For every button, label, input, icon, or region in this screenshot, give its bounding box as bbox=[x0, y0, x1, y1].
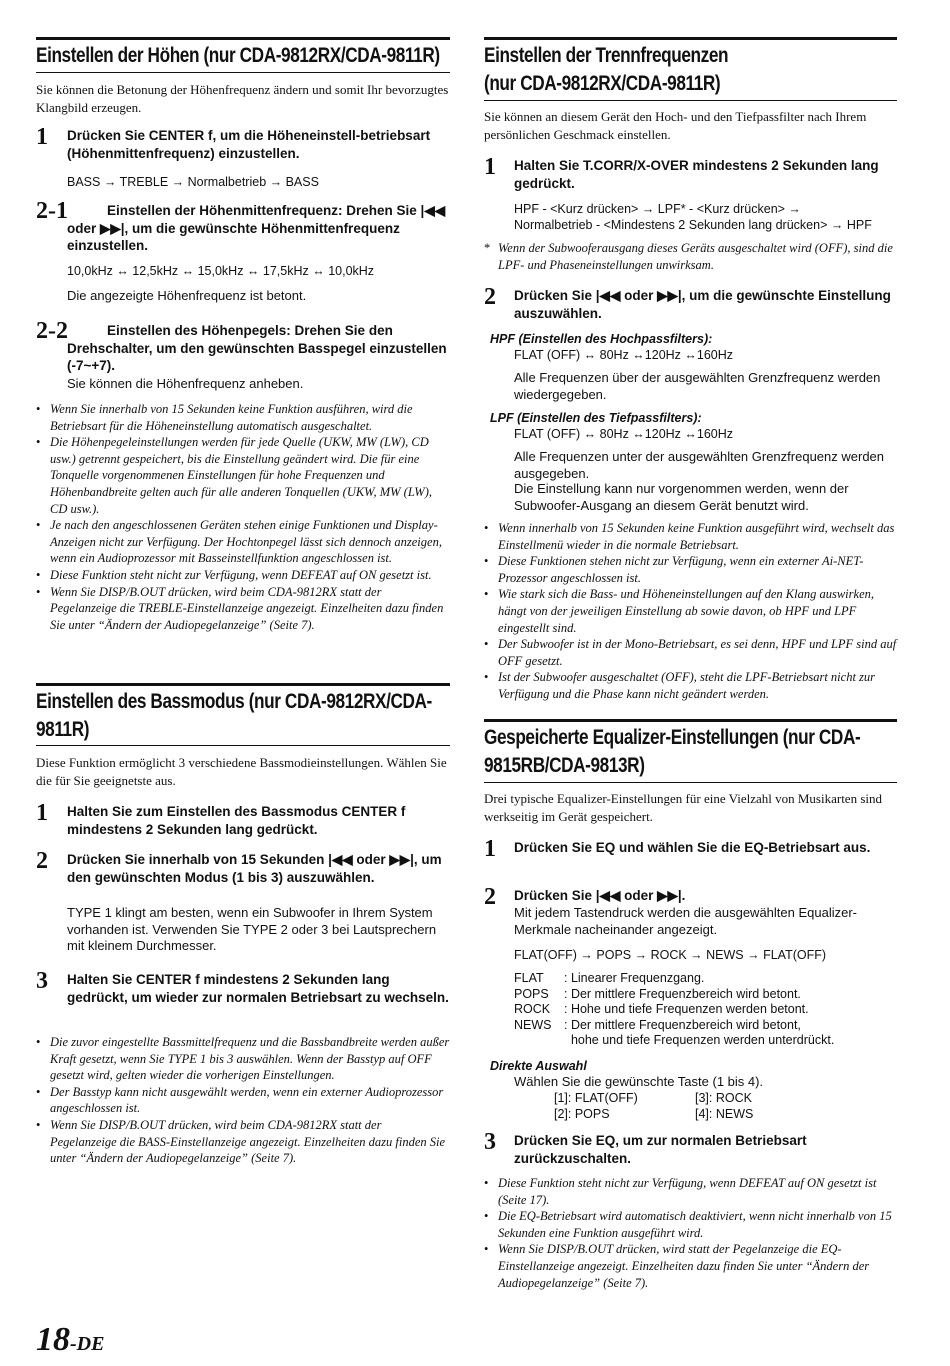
step bbox=[36, 848, 450, 886]
step-text: Drücken Sie |◀◀ oder ▶▶|. bbox=[514, 888, 686, 903]
step-text: Einstellen des Höhenpegels: Drehen Sie den Drehschalter, um den gewünschten Basspegel einzustellen (-7~+7). bbox=[67, 323, 447, 373]
direct-keys bbox=[484, 1090, 897, 1122]
section-title: Einstellen der Trennfrequenzen bbox=[484, 44, 729, 67]
eq-row bbox=[514, 1002, 897, 1018]
page-number-suffix: -DE bbox=[70, 1333, 105, 1355]
section-title-line2: 9815RB/CDA-9813R) bbox=[484, 754, 645, 777]
body-text: Die Einstellung kann nur vorgenommen werden, wenn der Subwoofer-Ausgang an diesem Gerät benutzt wird. bbox=[514, 481, 849, 513]
sequence: FLAT (OFF) ↔ 80Hz ↔120Hz ↔160Hz bbox=[514, 348, 734, 362]
notes-list bbox=[36, 1034, 450, 1167]
step-text: Halten Sie CENTER f mindestens 2 Sekunden lang gedrückt, um wieder zur normalen Betriebsart zu wechseln. bbox=[67, 972, 449, 1005]
sequence: FLAT (OFF) ↔ 80Hz ↔120Hz ↔160Hz bbox=[514, 427, 734, 441]
step bbox=[484, 284, 897, 322]
direct-row bbox=[554, 1090, 897, 1106]
step bbox=[484, 1129, 897, 1167]
step-number: 2-2 bbox=[36, 318, 68, 344]
page-number-value: 18 bbox=[36, 1321, 70, 1358]
step-text: Halten Sie zum Einstellen des Bassmodus CENTER f mindestens 2 Sekunden lang gedrückt. bbox=[67, 804, 406, 837]
eq-row bbox=[514, 971, 897, 987]
step-body: TYPE 1 klingt am besten, wenn ein Subwoofer in Ihrem System vorhanden ist. Verwenden Sie TYPE 2 oder 3 bei Lautsprechern mit kleinem Durchmesser. bbox=[67, 905, 437, 953]
note-item: • Wenn Sie DISP/B.OUT drücken, wird beim CDA-9812RX statt der Pegelanzeige die TREBLE-Einstellanzeige angezeigt. Einzelheiten dazu finden Sie unter “Ändern der Audiopegelanzeige” (Seite 7). bbox=[36, 584, 450, 634]
sequence: HPF - <Kurz drücken> → LPF* - <Kurz drücken> → bbox=[514, 202, 801, 216]
sequence: BASS → TREBLE → Normalbetrieb → BASS bbox=[67, 175, 319, 189]
note-item: • Wenn innerhalb von 15 Sekunden keine Funktion ausgeführt wird, wechselt das Einstellmenü wieder in die normale Betriebsart. bbox=[484, 520, 897, 553]
step-number: 3 bbox=[484, 1129, 496, 1155]
step-text: Drücken Sie |◀◀ oder ▶▶|, um die gewünschte Einstellung auszuwählen. bbox=[514, 288, 891, 321]
step-number: 1 bbox=[484, 154, 496, 180]
notes-list bbox=[36, 401, 450, 633]
step bbox=[484, 836, 897, 862]
note-item: • Diese Funktionen stehen nicht zur Verfügung, wenn ein externer Ai-NET-Prozessor angeschlossen ist. bbox=[484, 553, 897, 586]
section-rule-top bbox=[484, 719, 897, 722]
page-number bbox=[36, 1320, 104, 1364]
section-rule-bottom bbox=[36, 72, 450, 73]
eq-key: POPS bbox=[514, 986, 549, 1001]
step-text: Drücken Sie EQ und wählen Sie die EQ-Betriebsart aus. bbox=[514, 840, 871, 855]
step-body: Sie können die Höhenfrequenz anheben. bbox=[67, 376, 304, 391]
step bbox=[36, 198, 450, 255]
right-column bbox=[484, 0, 897, 1290]
section-intro: Sie können an diesem Gerät den Hoch- und den Tiefpassfilter nach Ihrem persönlichen Geschmack einstellen. bbox=[484, 109, 867, 142]
direct-key: [3]: ROCK bbox=[695, 1091, 752, 1105]
step-text: Halten Sie T.CORR/X-OVER mindestens 2 Sekunden lang gedrückt. bbox=[514, 158, 879, 191]
step-number: 2-1 bbox=[36, 198, 68, 224]
step-text: Einstellen der Höhenmittenfrequenz: Drehen Sie |◀◀ oder ▶▶|, um die gewünschte Höhenmittenfrequenz einzustellen. bbox=[67, 203, 446, 253]
eq-desc: hohe und tiefe Frequenzen werden unterdrückt. bbox=[564, 1033, 835, 1048]
eq-row bbox=[514, 987, 897, 1003]
eq-row bbox=[514, 1033, 897, 1049]
step bbox=[484, 884, 897, 910]
step bbox=[36, 318, 450, 375]
step-number: 3 bbox=[36, 968, 48, 994]
subheading-direct: Direkte Auswahl bbox=[490, 1059, 587, 1073]
step-number: 1 bbox=[36, 800, 48, 826]
eq-desc: : Hohe und tiefe Frequenzen werden betont. bbox=[564, 1002, 809, 1017]
step bbox=[36, 800, 450, 838]
note-item: • Wenn Sie DISP/B.OUT drücken, wird beim CDA-9812RX statt der Pegelanzeige die BASS-Einstellanzeige angezeigt. Einzelheiten dazu finden Sie unter “Ändern der Audiopegelanzeige” (Seite 7). bbox=[36, 1117, 450, 1167]
eq-key bbox=[514, 1033, 564, 1049]
direct-key: [1]: FLAT(OFF) bbox=[554, 1091, 638, 1105]
note-item: • Der Basstyp kann nicht ausgewählt werden, wenn ein externer Audioprozessor angeschlossen ist. bbox=[36, 1084, 450, 1117]
note-item: • Wenn Sie DISP/B.OUT drücken, wird statt der Pegelanzeige die EQ-Einstellanzeige angezeigt. Einzelheiten dazu finden Sie unter “Ändern der Audiopegelanzeige” (Seite 7). bbox=[484, 1241, 897, 1291]
eq-row bbox=[514, 1018, 897, 1034]
step bbox=[484, 154, 897, 192]
notes-list bbox=[484, 520, 897, 703]
note-item: • Wenn Sie innerhalb von 15 Sekunden keine Funktion ausführen, wird die Betriebsart für die Höheneinstellung automatisch ausgeschaltet. bbox=[36, 401, 450, 434]
step-text: Drücken Sie innerhalb von 15 Sekunden |◀◀ oder ▶▶|, um den gewünschten Modus (1 bis 3) auszuwählen. bbox=[67, 852, 442, 885]
step-number: 2 bbox=[484, 284, 496, 310]
subheading-lpf: LPF (Einstellen des Tiefpassfilters): bbox=[490, 411, 702, 425]
step-number: 1 bbox=[484, 836, 496, 862]
section-rule-top bbox=[36, 37, 450, 40]
note-item: • Der Subwoofer ist in der Mono-Betriebsart, es sei denn, HPF und LPF sind auf OFF gesetzt. bbox=[484, 636, 897, 669]
body-text: Alle Frequenzen unter der ausgewählten Grenzfrequenz werden ausgegeben. bbox=[514, 449, 885, 481]
direct-key: [4]: NEWS bbox=[695, 1107, 754, 1121]
sequence: FLAT(OFF) → POPS → ROCK → NEWS → FLAT(OFF) bbox=[514, 948, 827, 962]
eq-key: FLAT bbox=[514, 971, 544, 985]
section-rule-top bbox=[484, 37, 897, 40]
section-title: Gespeicherte Equalizer-Einstellungen (nur CDA- bbox=[484, 726, 861, 749]
step-number: 2 bbox=[36, 848, 48, 874]
note-item: • Die EQ-Betriebsart wird automatisch deaktiviert, wenn nicht innerhalb von 15 Sekunden eine Funktion ausgeführt wird. bbox=[484, 1208, 897, 1241]
step-number: 1 bbox=[36, 124, 48, 150]
section-intro: Drei typische Equalizer-Einstellungen für eine Vielzahl von Musikarten sind werkseitig im Gerät gespeichert. bbox=[484, 791, 882, 824]
eq-key: NEWS bbox=[514, 1017, 552, 1032]
subheading-hpf: HPF (Einstellen des Hochpassfilters): bbox=[490, 332, 713, 346]
notes-list bbox=[484, 1175, 897, 1291]
section-rule-bottom bbox=[36, 745, 450, 746]
step-body: Die angezeigte Höhenfrequenz ist betont. bbox=[67, 288, 307, 303]
eq-key: ROCK bbox=[514, 1002, 551, 1017]
section-rule-bottom bbox=[484, 782, 897, 783]
section-title-line2: (nur CDA-9812RX/CDA-9811R) bbox=[484, 72, 721, 95]
section-rule-bottom bbox=[484, 100, 897, 101]
eq-mode-table bbox=[484, 971, 897, 1049]
note-item: • Ist der Subwoofer ausgeschaltet (OFF), steht die LPF-Betriebsart nicht zur Verfügung und die Phase kann nicht geändert werden. bbox=[484, 669, 897, 702]
eq-desc: : Der mittlere Frequenzbereich wird betont, bbox=[564, 1017, 801, 1032]
section-title: Einstellen der Höhen (nur CDA-9812RX/CDA-9811R) bbox=[36, 44, 440, 67]
step-text: Drücken Sie CENTER f, um die Höheneinstell-betriebsart (Höhenmittenfrequenz) einzustellen. bbox=[67, 128, 431, 161]
direct-row bbox=[554, 1106, 897, 1122]
note-item: • Die zuvor eingestellte Bassmittelfrequenz und die Bassbandbreite werden außer Kraft gesetzt, wenn Sie TYPE 1 bis 3 auswählen. Wenn der Basstyp auf OFF gesetzt wird, gelten wieder die vorherigen Einstellungen. bbox=[36, 1034, 450, 1084]
direct-key: [2]: POPS bbox=[554, 1107, 610, 1121]
section-title: Einstellen des Bassmodus (nur CDA-9812RX/CDA- bbox=[36, 690, 432, 713]
sequence: Normalbetrieb - <Mindestens 2 Sekunden lang drücken> → HPF bbox=[514, 218, 872, 232]
step bbox=[36, 968, 450, 1006]
eq-desc: : Der mittlere Frequenzbereich wird betont. bbox=[564, 986, 801, 1001]
section-intro: Sie können die Betonung der Höhenfrequenz ändern und somit Ihr bevorzugtes Klangbild erzeugen. bbox=[36, 82, 449, 115]
body-text: Alle Frequenzen über der ausgewählten Grenzfrequenz werden wiedergegeben. bbox=[514, 370, 881, 402]
note-item: • Je nach den angeschlossenen Geräten stehen einige Funktionen und Display-Anzeigen nicht zur Verfügung. Der Hochtonpegel lässt sich dennoch anzeigen, wenn ein Audioprozessor mit Basseinstellfunktion angeschlossen ist. bbox=[36, 517, 450, 567]
step-number: 2 bbox=[484, 884, 496, 910]
sequence: 10,0kHz ↔ 12,5kHz ↔ 15,0kHz ↔ 17,5kHz ↔ 10,0kHz bbox=[67, 264, 375, 278]
section-intro: Diese Funktion ermöglicht 3 verschiedene Bassmodieinstellungen. Wählen Sie die für Sie geeignetste aus. bbox=[36, 755, 447, 788]
note-item: • Diese Funktion steht nicht zur Verfügung, wenn DEFEAT auf ON gesetzt ist. bbox=[36, 567, 450, 584]
note-item: • Wie stark sich die Bass- und Höheneinstellungen auf den Klang auswirken, hängt von der jeweiligen Einstellung ab sowie davon, ob HPF und LPF eingestellt sind. bbox=[484, 586, 897, 636]
note-item: • Diese Funktion steht nicht zur Verfügung, wenn DEFEAT auf ON gesetzt ist (Seite 17). bbox=[484, 1175, 897, 1208]
section-rule-top bbox=[36, 683, 450, 686]
body-text: Wählen Sie die gewünschte Taste (1 bis 4). bbox=[514, 1074, 764, 1089]
section-title-line2: 9811R) bbox=[36, 718, 90, 741]
step-text: Drücken Sie EQ, um zur normalen Betriebsart zurückzuschalten. bbox=[514, 1133, 807, 1166]
eq-desc: : Linearer Frequenzgang. bbox=[564, 971, 705, 985]
step-body: Mit jedem Tastendruck werden die ausgewählten Equalizer-Merkmale nacheinander angezeigt. bbox=[514, 905, 858, 937]
step bbox=[36, 124, 450, 167]
note-item: • Die Höhenpegeleinstellungen werden für jede Quelle (UKW, MW (LW), CD usw.) getrennt gespeichert, bis die Einstellung geändert wird. Die für eine Tonquelle vorgenommenen Einstellungen für hohe Frequenzen und Höhenbandbreite gelten auch für alle anderen Tonquellen (UKW, MW (LW), CD usw.). bbox=[36, 434, 450, 517]
footnote: * Wenn der Subwooferausgang dieses Geräts ausgeschaltet wird (OFF), sind die LPF- und Phaseneinstellungen unwirksam. bbox=[484, 240, 897, 273]
